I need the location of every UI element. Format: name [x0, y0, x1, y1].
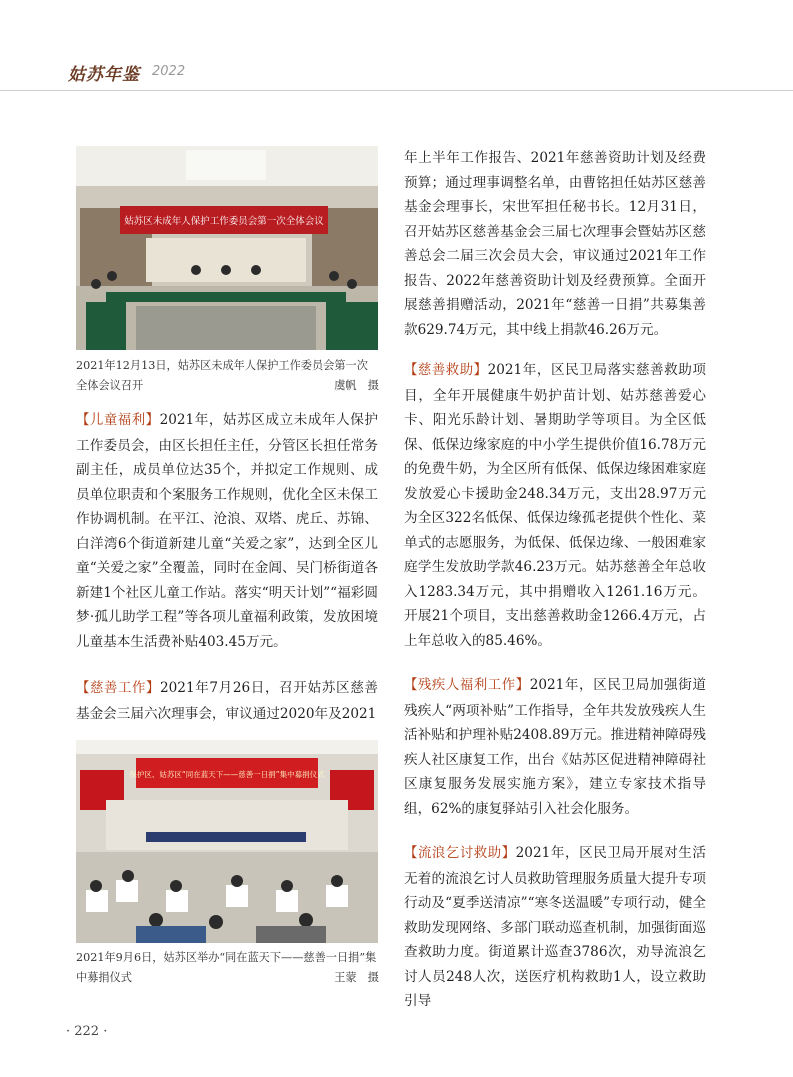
child-welfare-text: 2021年，姑苏区成立未成年人保护工作委员会，由区长担任主任，分管区长担任常务副主任，成员单位达35个，并拟定工作规则、成员单位职责和个案服务工作规则，优化全区未保工作协调机制。在平江、沧浪、双塔、虎丘、苏锦、白洋湾6个街道新建儿童“关爱之家”，达到全区儿童“关爱之家”全覆盖，同时在金阊、吴门桥街道各新建1个社区儿童工作站。落实“明天计划”“福彩圆梦·孤儿助学工程”等各项儿童福利政策，发放困境儿童基本生活费补贴403.45万元。 [76, 412, 378, 650]
header-divider [0, 90, 793, 91]
charity-work-tag: 【慈善工作】 [76, 681, 160, 696]
right-column [404, 146, 706, 1014]
vagrant-aid-text: 2021年，区民卫局开展对生活无着的流浪乞讨人员救助管理服务质量大提升专项行动及“夏季送清凉”“寒冬送温暖”专项行动，健全救助发现网络、多部门联动巡查机制，加强街面巡查救助力度。街道累计巡查3786次，劝导流浪乞讨人员248人次，送医疗机构救助1人，设立救助引导 [404, 845, 706, 1009]
meeting-photo-illustration [76, 146, 378, 350]
charity-aid-section [404, 358, 706, 653]
donation-photo-credit: 王蒙 摄 [334, 971, 379, 984]
meeting-photo-caption [76, 356, 379, 396]
charity-aid-text: 2021年，区民卫局落实慈善救助项目，全年开展健康牛奶护苗计划、姑苏慈善爱心卡、阳光乐龄计划、暑期助学等项目。为全区低保、低保边缘家庭的中小学生提供价值16.78万元的免费牛奶，为全区所有低保、低保边缘困难家庭发放爱心卡援助金248.34万元，支出28.97万元为全区322名低保、低保边缘孤老提供个性化、菜单式的志愿服务，为低保、低保边缘、一般困难家庭学生发放助学款46.23万元。姑苏慈善全年总收入1283.34万元，其中捐赠收入1261.16万元。开展21个项目，支出慈善救助金1266.4万元，占上年总收入的85.46%。 [404, 362, 706, 649]
charity-work-text-left: 2021年7月26日，召开姑苏区慈善基金会三届六次理事会，审议通过2020年及2021 [76, 680, 378, 722]
donation-banner-text: 保护区、姑苏区“同在蓝天下——慈善一日捐”集中募捐仪式 [129, 770, 325, 779]
donation-photo-caption [76, 948, 379, 988]
page-number: · 222 · [66, 1024, 108, 1039]
meeting-photo [76, 146, 378, 350]
charity-work-continuation: 年上半年工作报告、2021年慈善资助计划及经费预算；通过理事调整名单，由曹铭担任姑苏区慈善基金会理事长，宋世军担任秘书长。12月31日，召开姑苏区慈善基金会三届七次理事会暨姑苏区慈善总会二届三次会员大会，审议通过2021年工作报告、2022年慈善资助计划及经费预算。全面开展慈善捐赠活动，2021年“慈善一日捐”共募集善款629.74万元，其中线上捐款46.26万元。 [404, 150, 706, 338]
charity-work-section [76, 676, 378, 726]
charity-aid-tag: 【慈善救助】 [404, 363, 488, 378]
meeting-banner-text: 姑苏区未成年人保护工作委员会第一次全体会议 [124, 216, 324, 227]
meeting-photo-credit: 虞帆 摄 [334, 379, 379, 392]
yearbook-title: 姑苏年鉴 [68, 65, 140, 85]
donation-caption-text: 2021年9月6日，姑苏区举办“同在蓝天下——慈善一日捐”集中募捐仪式 [76, 951, 377, 984]
donation-photo-illustration [76, 740, 378, 943]
yearbook-year: 2022 [152, 64, 186, 79]
disabled-welfare-tag: 【残疾人福利工作】 [404, 678, 530, 693]
child-welfare-tag: 【儿童福利】 [76, 413, 160, 428]
child-welfare-section [76, 408, 378, 654]
vagrant-aid-section [404, 841, 706, 1014]
donation-ceremony-photo [76, 740, 378, 943]
disabled-welfare-text: 2021年，区民卫局加强街道残疾人“两项补贴”工作指导，全年共发放残疾人生活补贴和护理补贴2408.89万元。推进精神障碍残疾人社区康复工作，出台《姑苏区促进精神障碍社区康复服务发展实施方案》，建立专家技术指导组，62%的康复驿站引入社会化服务。 [404, 677, 706, 817]
disabled-welfare-section [404, 673, 706, 821]
meeting-caption-text: 2021年12月13日，姑苏区未成年人保护工作委员会第一次全体会议召开 [76, 359, 368, 392]
vagrant-aid-tag: 【流浪乞讨救助】 [404, 846, 516, 861]
